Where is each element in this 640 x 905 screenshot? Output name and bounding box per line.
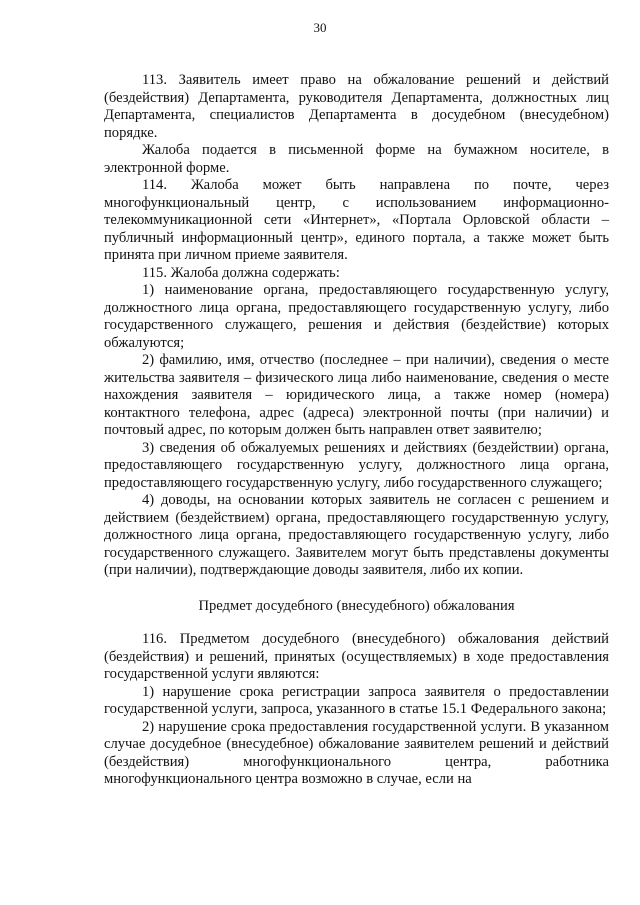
paragraph-complaint-form: Жалоба подается в письменной форме на бумажном носителе, в электронной форме.: [104, 142, 609, 176]
list-item-116-2: 2) нарушение срока предоставления государственной услуги. В указанном случае досудебное (внесудебное) обжалование заявителем решений и действий (бездействия) многофункционального центра, работника многофункционального центра возможно в случае, если на: [104, 718, 609, 787]
list-item-2: 2) фамилию, имя, отчество (последнее – при наличии), сведения о месте жительства заявителя – физического лица либо наименование, сведения о месте нахождения заявителя – юридического лица, а также номер (номера) контактного телефона, адрес (адреса) электронной почты (при наличии) и почтовый адрес, по которым должен быть направлен ответ заявителю;: [104, 352, 609, 438]
paragraph-114: 114. Жалоба может быть направлена по почте, через многофункциональный центр, с использованием информационно-телекоммуникационной сети «Интернет», «Портала Орловской области – публичный информационный центр», единого портала, а также может быть принята при личном приеме заявителя.: [104, 177, 609, 263]
page-number: 30: [313, 20, 327, 35]
section-heading: Предмет досудебного (внесудебного) обжалования: [198, 597, 515, 614]
list-item-1: 1) наименование органа, предоставляющего государственную услугу, должностного лица органа, предоставляющего государственную услугу, либо государственного служащего, решения и действия (бездействие) которых обжалуются;: [104, 282, 609, 351]
paragraph-116: 116. Предметом досудебного (внесудебного) обжалования действий (бездействия) и решений, принятых (осуществляемых) в ходе предоставления государственной услуги являются:: [104, 631, 609, 682]
list-item-4: 4) доводы, на основании которых заявитель не согласен с решением и действием (бездействием) органа, предоставляющего государственную услугу, должностного лица органа, предоставляющего государственную услугу, либо государственного служащего. Заявителем могут быть представлены документы (при наличии), подтверждающие доводы заявителя, либо их копии.: [104, 492, 609, 578]
document-body: [104, 72, 609, 789]
paragraph-113: 113. Заявитель имеет право на обжалование решений и действий (бездействия) Департамента, руководителя Департамента, должностных лиц Департамента, специалистов Департамента в досудебном (внесудебном) порядке.: [104, 72, 609, 141]
paragraph-115: 115. Жалоба должна содержать:: [142, 264, 340, 281]
list-item-3: 3) сведения об обжалуемых решениях и действиях (бездействии) органа, предоставляющего государственную услугу, должностного лица органа, предоставляющего государственную услугу, либо государственного служащего;: [104, 439, 609, 491]
list-item-116-1: 1) нарушение срока регистрации запроса заявителя о предоставлении государственной услуги, запроса, указанного в статье 15.1 Федерального закона;: [104, 683, 609, 717]
